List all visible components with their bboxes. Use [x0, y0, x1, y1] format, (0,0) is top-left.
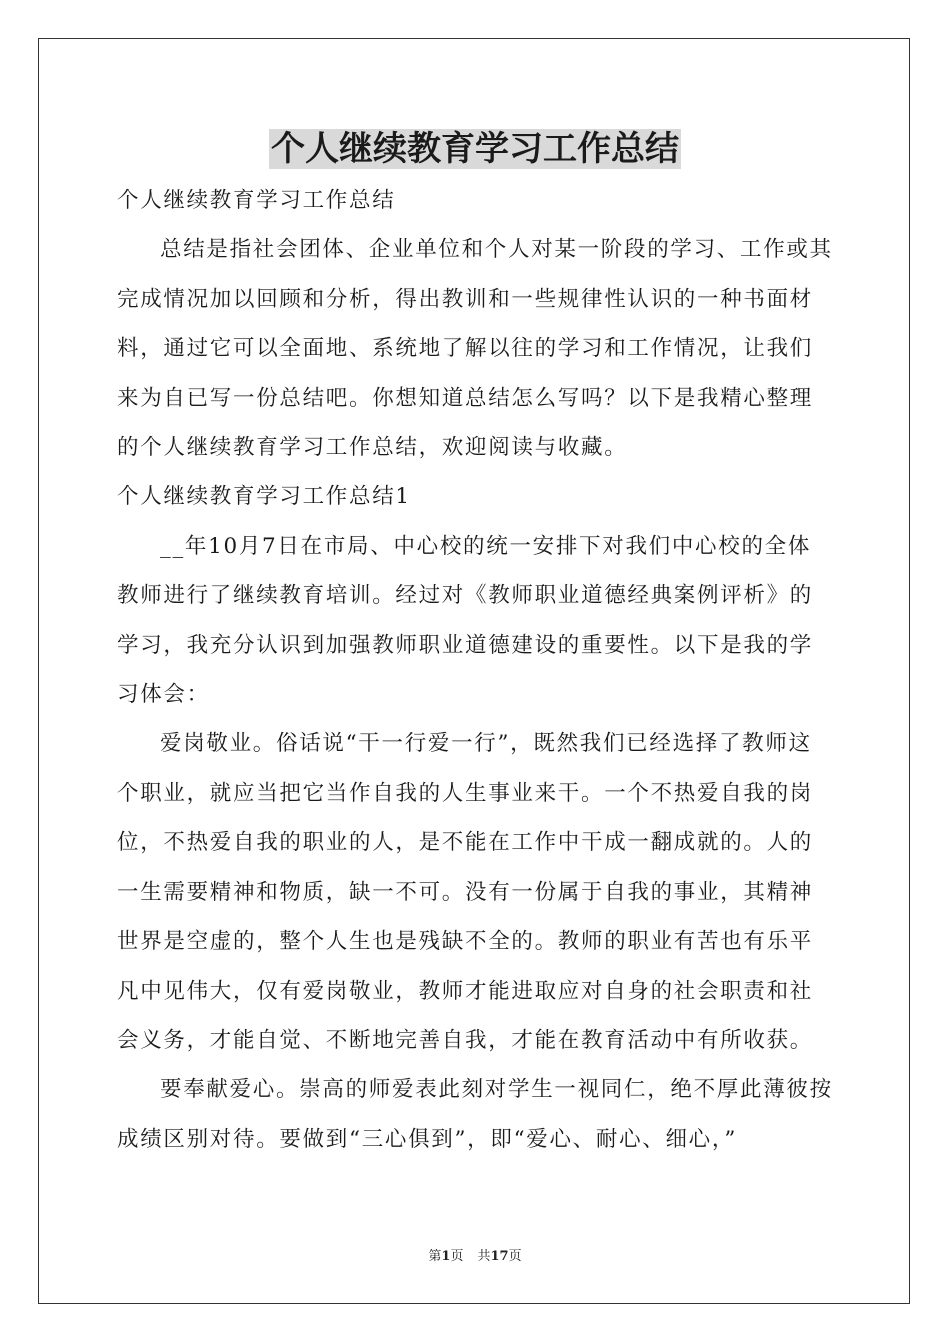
document-title: [0, 124, 950, 174]
document-title-text: 个人继续教育学习工作总结: [271, 129, 679, 169]
body-paragraph-2: 爱岗敬业。俗话说“干一行爱一行”，既然我们已经选择了教师这个职业，就应当把它当作自我的人生事业来干。一个不热爱自我的岗位，不热爱自我的职业的人，是不能在工作中干成一翻成就的。人的一生需要精神和物质，缺一不可。没有一份属于自我的事业，其精神世界是空虚的，整个人生也是残缺不全的。教师的职业有苦也有乐平凡中见伟大，仅有爱岗敬业，教师才能进取应对自身的社会职责和社会义务，才能自觉、不断地完善自我，才能在教育活动中有所收获。: [117, 731, 814, 1053]
page-current: 1: [441, 1249, 451, 1264]
total-prefix: 共: [477, 1249, 491, 1264]
page-footer: [0, 1245, 950, 1264]
page-suffix: 页: [450, 1249, 464, 1264]
page-total: 17: [490, 1249, 509, 1264]
page-prefix: 第: [428, 1249, 442, 1264]
intro-paragraph: 总结是指社会团体、企业单位和个人对某一阶段的学习、工作或其完成情况加以回顾和分析，得出教训和一些规律性认识的一种书面材料，通过它可以全面地、系统地了解以往的学习和工作情况，让我们来为自已写一份总结吧。你想知道总结怎么写吗？以下是我精心整理的个人继续教育学习工作总结，欢迎阅读与收藏。: [117, 237, 833, 461]
document-body: [117, 176, 833, 1164]
body-paragraph-3: 要奉献爱心。崇高的师爱表此刻对学生一视同仁，绝不厚此薄彼按成绩区别对待。要做到“三心俱到”，即“爱心、耐心、细心，”: [117, 1077, 833, 1152]
section-heading: 个人继续教育学习工作总结1: [117, 484, 411, 510]
body-paragraph-1: __年10月7日在市局、中心校的统一安排下对我们中心校的全体教师进行了继续教育培训。经过对《教师职业道德经典案例评析》的学习，我充分认识到加强教师职业道德建设的重要性。以下是我的学习体会：: [117, 533, 814, 708]
total-suffix: 页: [508, 1249, 522, 1264]
document-subtitle: 个人继续教育学习工作总结: [117, 188, 396, 213]
